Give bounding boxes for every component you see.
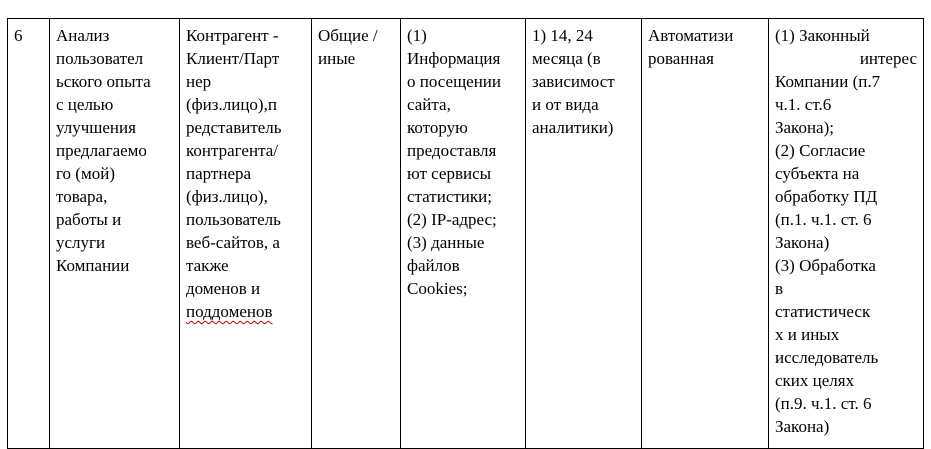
data-processing-table — [7, 18, 924, 449]
data-list-line: которую — [407, 118, 468, 137]
data-list-line: файлов — [407, 256, 460, 275]
method-cell — [642, 19, 769, 449]
legal-basis-line: субъекта на — [775, 164, 860, 183]
period-line: и от вида — [532, 95, 599, 114]
period-line: зависимост — [532, 72, 615, 91]
data-list-line: (2) IP-адрес; — [407, 210, 497, 229]
legal-basis-line: (2) Согласие — [775, 141, 866, 160]
subjects-cell — [180, 19, 312, 449]
data-list-line: статистики; — [407, 187, 492, 206]
legal-basis-line: статистическ — [775, 302, 871, 321]
subjects-line: Контрагент - — [186, 26, 279, 45]
purpose-line: услуги — [56, 233, 106, 252]
subjects-line: Клиент/Парт — [186, 49, 280, 68]
legal-basis-line: обработку ПД — [775, 187, 878, 206]
legal-basis-line: в — [775, 279, 784, 298]
category-cell — [312, 19, 401, 449]
subjects-line: нер — [186, 72, 212, 91]
purpose-line: предлагаемо — [56, 141, 147, 160]
method-line: Автоматизи — [648, 26, 734, 45]
legal-basis-line: исследователь — [775, 348, 879, 367]
data-list-line: ют сервисы — [407, 164, 492, 183]
purpose-line: пользовател — [56, 49, 144, 68]
subjects-line: партнера — [186, 164, 252, 183]
subjects-line: (физ.лицо),п — [186, 95, 277, 114]
subjects-line: пользователь — [186, 210, 281, 229]
legal-basis-line: ских целях — [775, 371, 855, 390]
purpose-cell — [50, 19, 180, 449]
subjects-line: (физ.лицо), — [186, 187, 268, 206]
row-number: 6 — [14, 26, 23, 45]
legal-basis-line: (п.1. ч.1. ст. 6 — [775, 210, 872, 229]
purpose-line: с целью — [56, 95, 114, 114]
legal-basis-line: (п.9. ч.1. ст. 6 — [775, 394, 872, 413]
period-line: аналитики) — [532, 118, 614, 137]
legal-basis-line: Компании (п.7 — [775, 72, 881, 91]
subjects-line: редставитель — [186, 118, 282, 137]
period-line: 1) 14, 24 — [532, 26, 593, 45]
purpose-line: улучшения — [56, 118, 136, 137]
legal-basis-line: Закона); — [775, 118, 834, 137]
legal-basis-line: интерес — [859, 49, 917, 68]
period-cell — [526, 19, 642, 449]
data-list-line: (3) данные — [407, 233, 485, 252]
legal-basis-line: (1) Законный — [775, 26, 870, 45]
subjects-line: доменов и — [186, 279, 261, 298]
row-number-cell — [8, 19, 50, 449]
data-list-line: Cookies; — [407, 279, 468, 298]
subjects-line: контрагента/ — [186, 141, 278, 160]
spellcheck-underlined-word[interactable]: поддоменов — [186, 302, 273, 321]
data-list-line: о посещении — [407, 72, 501, 91]
legal-basis-cell — [769, 19, 924, 449]
legal-basis-line: х и иных — [775, 325, 840, 344]
purpose-line: Анализ — [56, 26, 110, 45]
period-line: месяца (в — [532, 49, 601, 68]
table-row — [8, 19, 924, 449]
purpose-line: товара, — [56, 187, 108, 206]
legal-basis-line: (3) Обработка — [775, 256, 876, 275]
data-list-line: сайта, — [407, 95, 451, 114]
purpose-line: го (мой) — [56, 164, 115, 183]
data-list-line: предоставля — [407, 141, 497, 160]
legal-basis-line: Закона) — [775, 233, 830, 252]
method-line: рованная — [648, 49, 714, 68]
subjects-line: также — [186, 256, 229, 275]
purpose-line: работы и — [56, 210, 122, 229]
data-list-line: Информация — [407, 49, 501, 68]
data-list-line: (1) — [407, 26, 427, 45]
category-line: Общие / — [318, 26, 378, 45]
legal-basis-line: Закона) — [775, 417, 830, 436]
purpose-line: ьского опыта — [56, 72, 151, 91]
subjects-line: веб-сайтов, а — [186, 233, 280, 252]
legal-basis-line: ч.1. ст.6 — [775, 95, 832, 114]
data-list-cell — [401, 19, 526, 449]
category-line: иные — [318, 49, 356, 68]
purpose-line: Компании — [56, 256, 130, 275]
